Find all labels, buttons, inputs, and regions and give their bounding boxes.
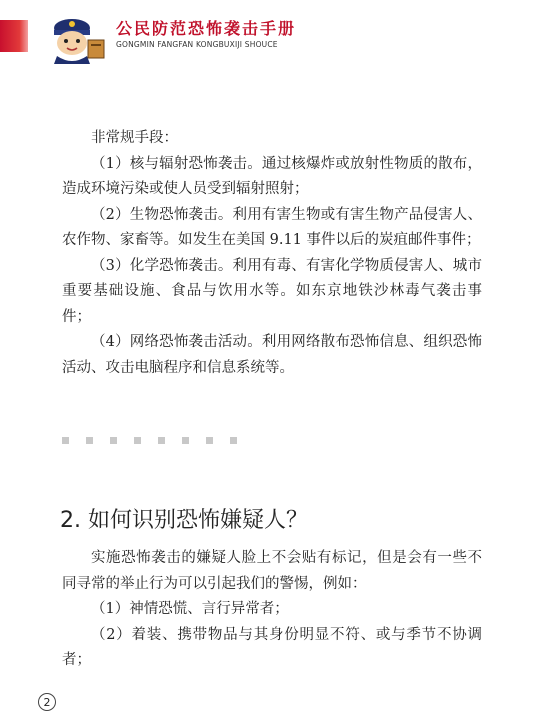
paragraph-heading: 非常规手段： [91,130,178,146]
section-identify-suspects [62,546,482,674]
header-subtitle: GONGMIN FANGFAN KONGBUXIJI SHOUCE [116,40,278,49]
police-mascot-icon [38,8,110,64]
paragraph-item: （1）神情恐慌、言行异常者； [91,601,289,617]
section-divider [62,437,262,445]
paragraph-item: （2）生物恐怖袭击。利用有害生物或有害生物产品侵害人、农作物、家畜等。如发生在美国 9.11 事件以后的炭疽邮件事件； [62,206,482,248]
page-header [0,0,538,70]
paragraph-item: （2）着装、携带物品与其身份明显不符、或与季节不协调者； [62,626,482,668]
paragraph-item: （4）网络恐怖袭击活动。利用网络散布恐怖信息、组织恐怖活动、攻击电脑程序和信息系统等。 [62,334,482,376]
header-accent-bar [0,20,28,52]
paragraph-intro: 实施恐怖袭击的嫌疑人脸上不会贴有标记，但是会有一些不同寻常的举止行为可以引起我们的警惕，例如： [62,550,482,592]
paragraph-item: （3）化学恐怖袭击。利用有毒、有害化学物质侵害人、城市重要基础设施、食品与饮用水等。如东京地铁沙林毒气袭击事件； [62,257,482,325]
section-unconventional-means [62,126,482,381]
paragraph-item: （1）核与辐射恐怖袭击。通过核爆炸或放射性物质的散布，造成环境污染或使人员受到辐射照射； [62,155,482,197]
page-number: 2 [38,693,56,711]
section-title: 2. 如何识别恐怖嫌疑人？ [60,508,308,533]
header-title: 公民防范恐怖袭击手册 [116,19,297,38]
